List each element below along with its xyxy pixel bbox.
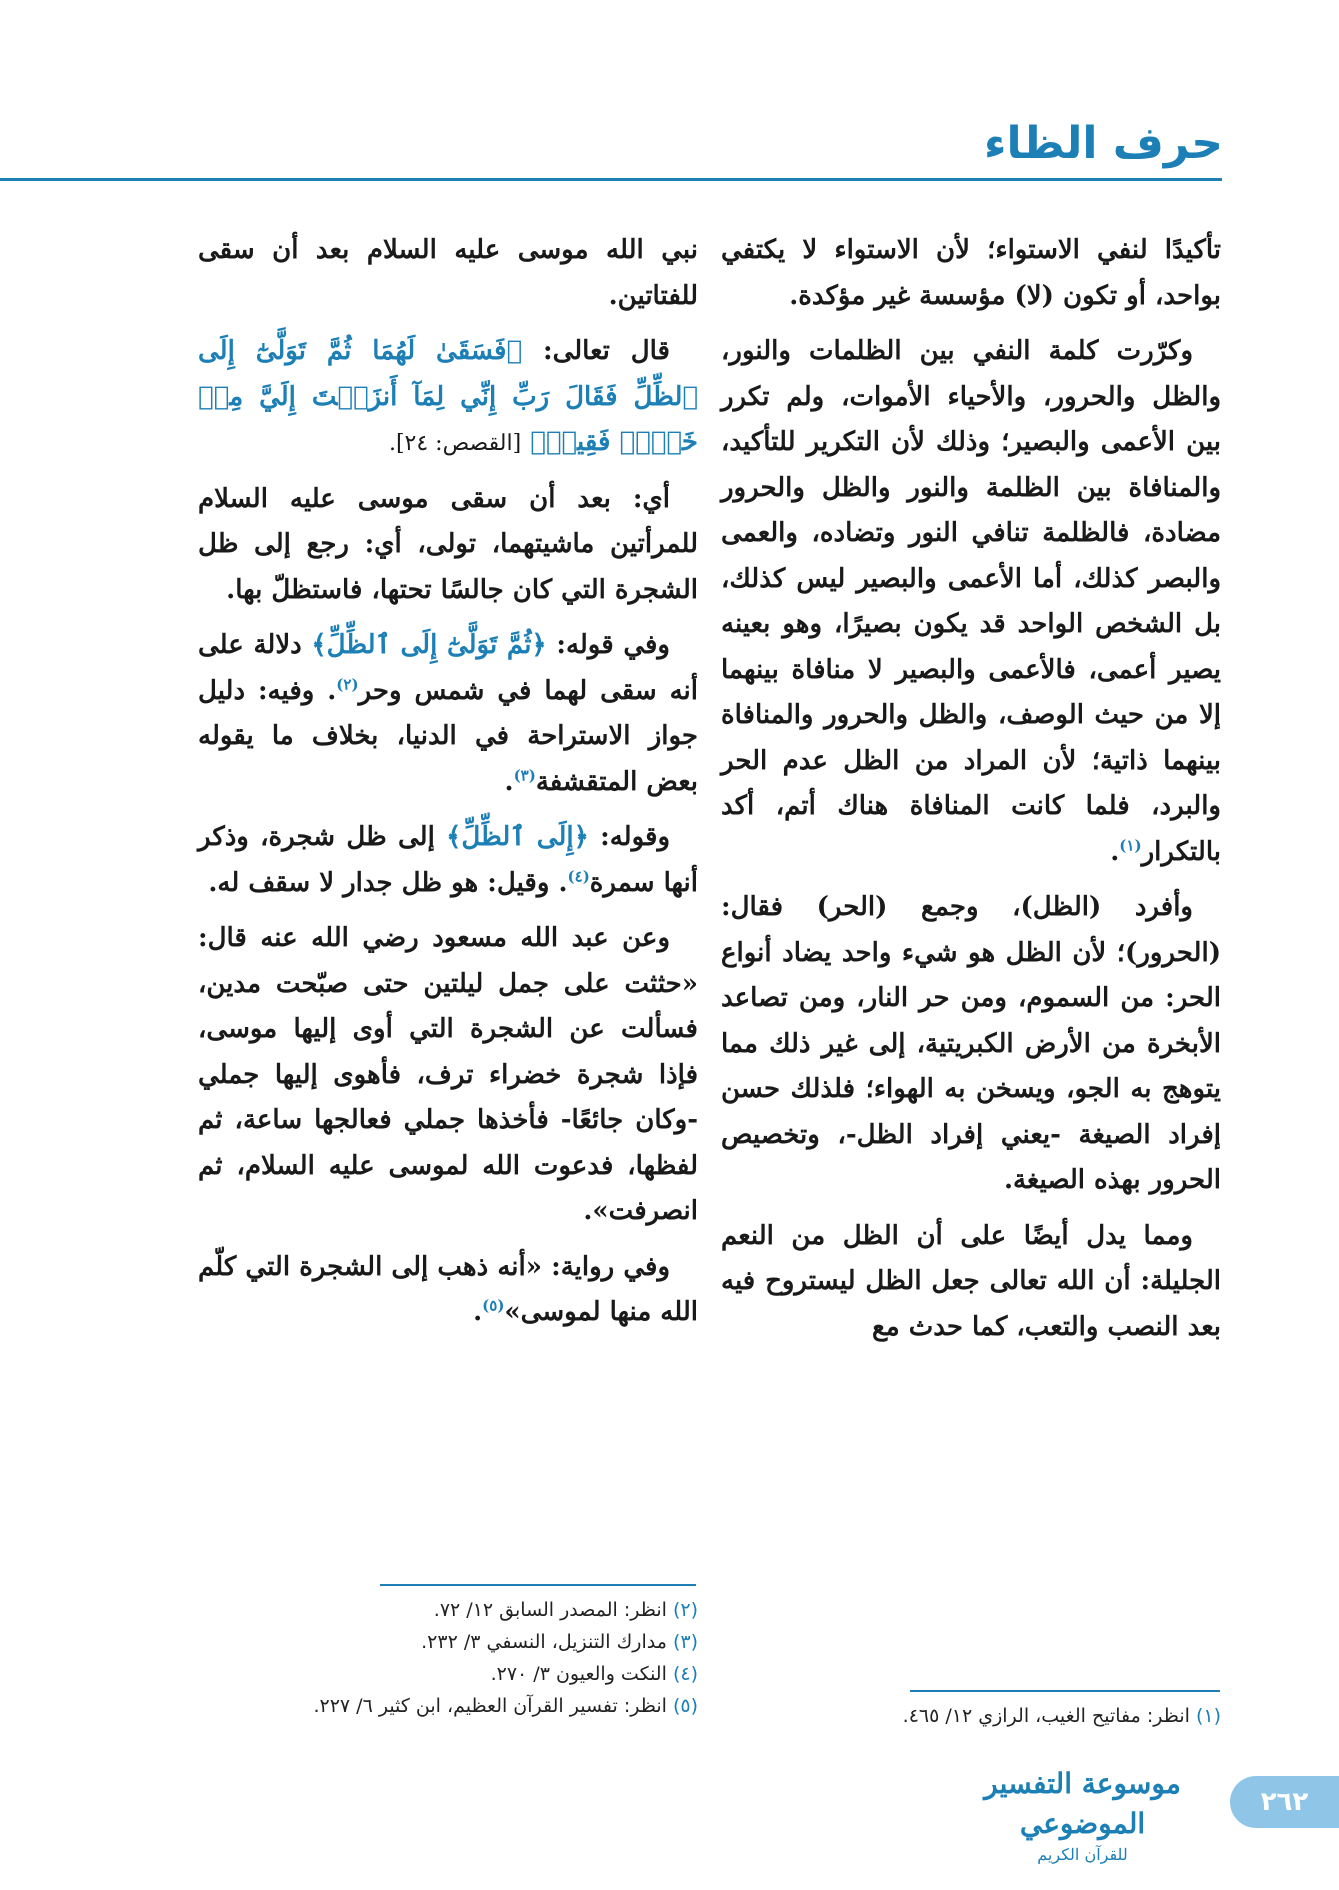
left-column: [198, 228, 698, 1346]
footnote-ref[interactable]: (٣): [513, 765, 536, 784]
paragraph: وعن عبد الله مسعود رضي الله عنه قال: «حثثت على جمل ليلتين حتى صبّحت مدين، فسألت عن الشجرة التي أوى إليها موسى، فإذا شجرة خضراء ترف، فأهوى إليها جملي -وكان جائعًا- فأخذها جملي فعالجها ساعة، ثم لفظها، فدعوت الله لموسى عليه السلام، ثم انصرفت».: [198, 923, 698, 1226]
footnotes-right: [721, 1700, 1221, 1732]
footnote: (٥) انظر: تفسير القرآن العظيم، ابن كثير ٦/ ٢٢٧.: [313, 1695, 698, 1717]
footnotes-left: [198, 1594, 698, 1722]
footnote: (٢) انظر: المصدر السابق ١٢/ ٧٢.: [433, 1599, 698, 1621]
footnote: (١) انظر: مفاتيح الغيب، الرازي ١٢/ ٤٦٥.: [902, 1705, 1221, 1727]
paragraph: نبي الله موسى عليه السلام بعد أن سقى للفتاتين.: [198, 235, 698, 311]
paragraph: وفي رواية: «أنه ذهب إلى الشجرة التي كلّم الله منها لموسى»$^{(٥)}$.: [198, 1251, 698, 1327]
paragraph: قال تعالى: ﴿فَسَقَىٰ لَهُمَا ثُمَّ تَوَلَّىٰٓ إِلَى ٱلظِّلِّ فَقَالَ رَبِّ إِنِّي لِمَآ أَنزَلۡتَ إِلَيَّ مِنۡ خَيۡرٖ فَقِيرٞ﴾ [القصص: ٢٤].: [198, 336, 698, 457]
footnote: (٤) النكت والعيون ٣/ ٢٧٠.: [490, 1663, 698, 1685]
paragraph: وفي قوله: ﴿ثُمَّ تَوَلَّىٰٓ إِلَى ٱلظِّلِّ﴾ دلالة على أنه سقى لهما في شمس وحر$^{(٢)}$. وفيه: دليل جواز الاستراحة في الدنيا، بخلاف ما يقوله بعض المتقشفة$^{(٣)}$.: [198, 630, 699, 797]
page-number: ٢٦٢: [1230, 1776, 1339, 1828]
paragraph: أي: بعد أن سقى موسى عليه السلام للمرأتين ماشيتهما، تولى، أي: رجع إلى ظل الشجرة التي كان جالسًا تحتها، فاستظلّ بها.: [198, 483, 698, 605]
footnote-ref[interactable]: (١): [1119, 835, 1142, 854]
encyclopedia-logo: موسوعة التفسير الموضوعي للقرآن الكريم: [984, 1767, 1181, 1864]
paragraph: تأكيدًا لنفي الاستواء؛ لأن الاستواء لا يكتفي بواحد، أو تكون (لا) مؤسسة غير مؤكدة.: [721, 235, 1221, 311]
quran-verse: ﴿ثُمَّ تَوَلَّىٰٓ إِلَى ٱلظِّلِّ﴾: [311, 630, 547, 660]
quran-verse: ﴿فَسَقَىٰ لَهُمَا ثُمَّ تَوَلَّىٰٓ إِلَى ٱلظِّلِّ فَقَالَ رَبِّ إِنِّي لِمَآ أَنزَلۡتَ إِلَيَّ مِنۡ خَيۡرٖ فَقِيرٞ﴾: [198, 336, 698, 457]
footnote-divider: [380, 1584, 696, 1586]
verse-citation: [القصص: ٢٤].: [388, 431, 522, 456]
chapter-title: حرف الظاء: [984, 118, 1223, 169]
footnote-divider: [910, 1690, 1220, 1692]
paragraph: وأفرد (الظل)، وجمع (الحر) فقال: (الحرور)؛ لأن الظل هو شيء واحد يضاد أنواع الحر: من السموم، ومن حر النار، ومن تصاعد الأبخرة من الأرض الكبريتية، إلى غير ذلك مما يتوهج به الجو، ويسخن به الهواء؛ فلذلك حسن إفراد الصيغة -يعني إفراد الظل-، وتخصيص الحرور بهذه الصيغة.: [721, 892, 1221, 1195]
paragraph: ومما يدل أيضًا على أن الظل من النعم الجليلة: أن الله تعالى جعل الظل ليستروح فيه بعد النصب والتعب، كما حدث مع: [721, 1220, 1221, 1342]
quran-verse: ﴿إِلَى ٱلظِّلِّ﴾: [446, 822, 589, 852]
header-divider: [0, 178, 1222, 181]
footnote: (٣) مدارك التنزيل، النسفي ٣/ ٢٣٢.: [421, 1631, 698, 1653]
paragraph: وكرّرت كلمة النفي بين الظلمات والنور، والظل والحرور، والأحياء الأموات، ولم تكرر بين الأعمى والبصير؛ وذلك لأن التكرير للتأكيد، والمنافاة بين الظلمة والنور والظل والحرور مضادة، فالظلمة تنافي النور وتضاده، والعمى والبصر كذلك، أما الأعمى والبصير ليس كذلك، بل الشخص الواحد قد يكون بصيرًا، وهو بعينه يصير أعمى، فالأعمى والبصير لا منافاة بينهما إلا من حيث الوصف، والظل والحرور والمنافاة بينهما ذاتية؛ لأن المراد من الظل عدم الحر والبرد، فلما كانت المنافاة هناك أتم، أكد بالتكرار$^{(١)}$.: [721, 336, 1221, 867]
footnote-ref[interactable]: (٤): [567, 866, 590, 885]
paragraph: وقوله: ﴿إِلَى ٱلظِّلِّ﴾ إلى ظل شجرة، وذكر أنها سمرة$^{(٤)}$. وقيل: هو ظل جدار لا سقف له.: [198, 822, 698, 898]
footnote-ref[interactable]: (٢): [336, 674, 359, 693]
footnote-ref[interactable]: (٥): [482, 1296, 505, 1315]
right-column: [721, 228, 1221, 1360]
